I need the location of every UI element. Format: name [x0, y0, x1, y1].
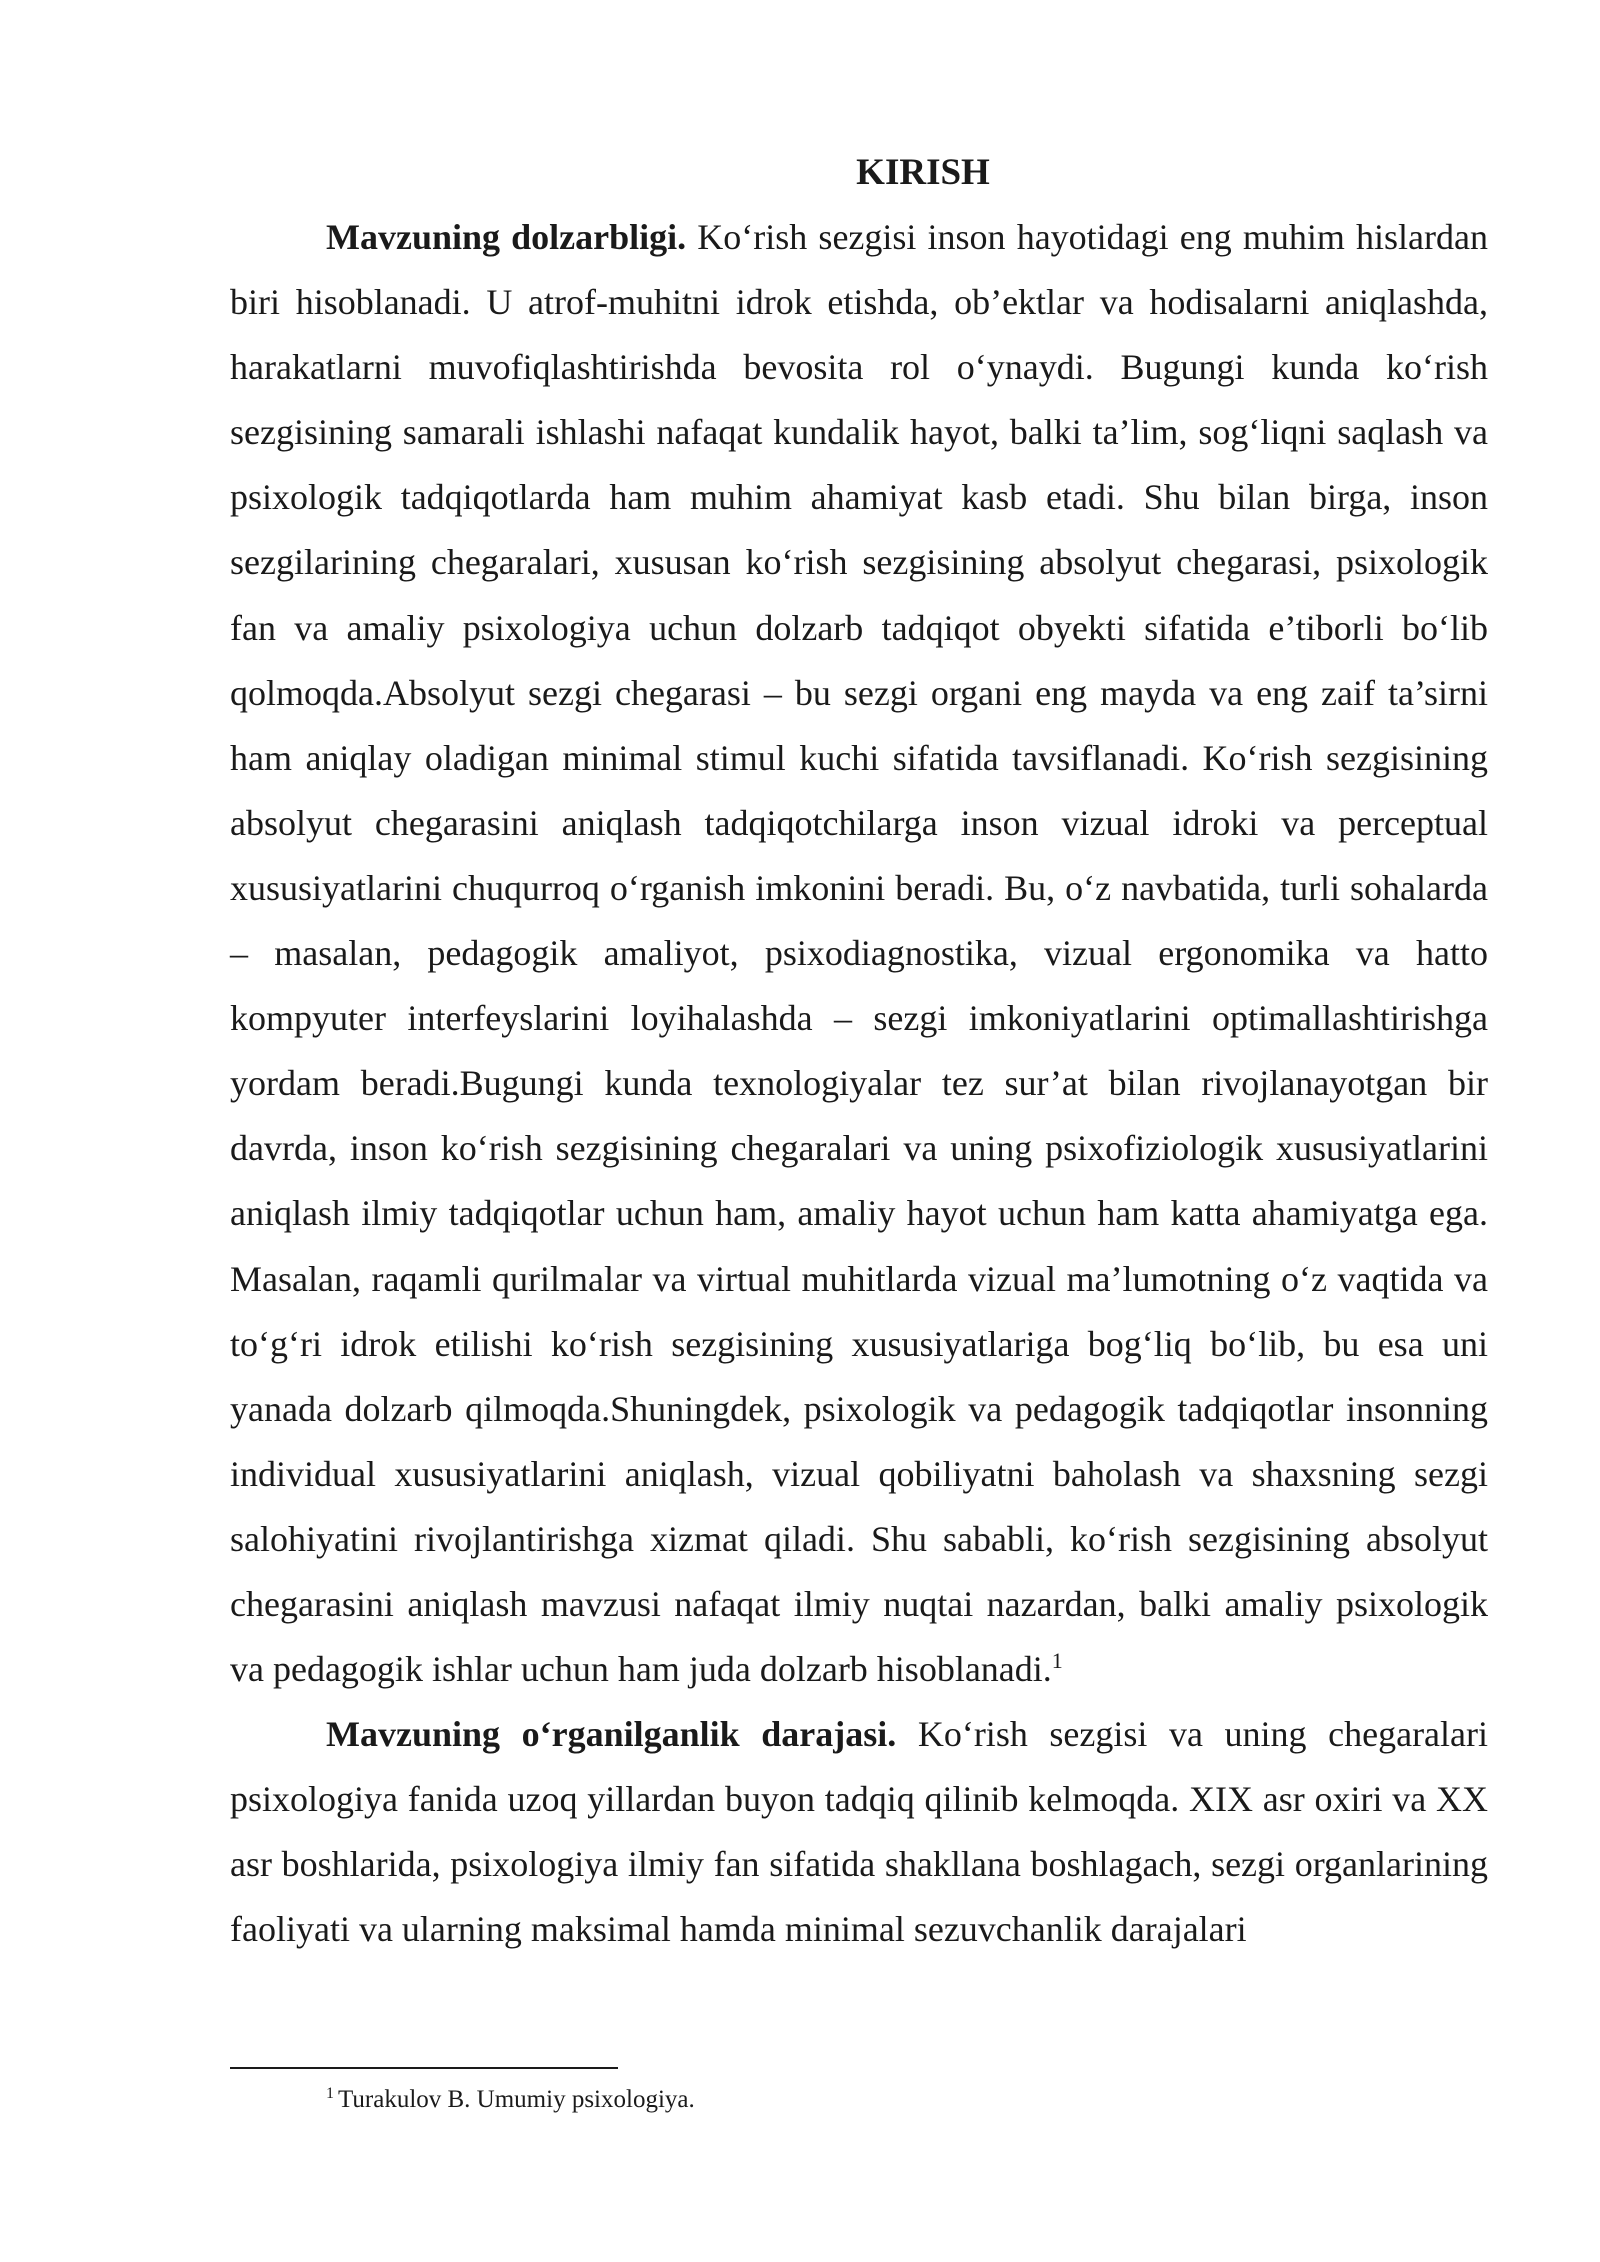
- paragraph-relevance: [230, 205, 1488, 1702]
- paragraph-lead: Mavzuning dolzarbligi.: [326, 217, 687, 257]
- paragraph-lead: Mavzuning o‘rganilganlik darajasi.: [326, 1714, 897, 1755]
- footnote-reference[interactable]: 1: [1051, 1648, 1063, 1674]
- paragraph-text: Ko‘rish sezgisi inson hayotidagi eng muhim hislardan biri hisoblanadi. U atrof-muhitni idrok etishda, ob’ektlar va hodisalarni aniqlashda, harakatlarni muvofiqlashtirishda bevosita rol o‘ynaydi. Bugungi kunda ko‘rish sezgisining samarali ishlashi nafaqat kundalik hayot, balki ta’lim, sog‘liqni saqlash va psixologik tadqiqotlarda ham muhim ahamiyat kasb etadi. Shu bilan birga, inson sezgilarining chegaralari, xususan ko‘rish sezgisining absolyut chegarasi, psixologik fan va amaliy psixologiya uchun dolzarb tadqiqot obyekti sifatida e’tiborli bo‘lib qolmoqda.Absolyut sezgi chegarasi – bu sezgi organi eng mayda va eng zaif ta’sirni ham aniqlay oladigan minimal stimul kuchi sifatida tavsiflanadi. Ko‘rish sezgisining absolyut chegarasini aniqlash tadqiqotchilarga inson vizual idroki va perceptual xususiyatlarini chuqurroq o‘rganish imkonini beradi. Bu, o‘z navbatida, turli sohalarda – masalan, pedagogik amaliyot, psixodiagnostika, vizual ergonomika va hatto kompyuter interfeyslarini loyihalashda – sezgi imkoniyatlarini optimallashtirishga yordam beradi.Bugungi kunda texnologiyalar tez sur’at bilan rivojlanayotgan bir davrda, inson ko‘rish sezgisining chegaralari va uning psixofiziologik xususiyatlarini aniqlash ilmiy tadqiqotlar uchun ham, amaliy hayot uchun ham katta ahamiyatga ega. Masalan, raqamli qurilmalar va virtual muhitlarda vizual ma’lumotning o‘z vaqtida va to‘g‘ri idrok etilishi ko‘rish sezgisining xususiyatlariga bog‘liq bo‘lib, bu esa uni yanada dolzarb qilmoqda.Shuningdek, psixologik va pedagogik tadqiqotlar insonning individual xususiyatlarini aniqlash, vizual qobiliyatni baholash va shaxsning sezgi salohiyatini rivojlantirishga xizmat qiladi. Shu sababli, ko‘rish sezgisining absolyut chegarasini aniqlash mavzusi nafaqat ilmiy nuqtai nazardan, balki amaliy psixologik va pedagogik ishlar uchun ham juda dolzarb hisoblanadi.: [230, 217, 1488, 1690]
- paragraph-text: Ko‘rish sezgisi va uning chegaralari psixologiya fanida uzoq yillardan buyon tadqiq qilinib kelmoqda. XIX asr oxiri va XX asr boshlarida, psixologiya ilmiy fan sifatida shakllana boshlagach, sezgi organlarining faoliyati va ularning maksimal hamda minimal sezuvchanlik darajalari: [230, 1714, 1489, 1950]
- footnote-separator: [230, 2067, 618, 2069]
- page-title: KIRISH: [856, 152, 990, 193]
- footnote-text: Turakulov B. Umumiy psixologiya.: [338, 2086, 695, 2113]
- footnote-mark: 1: [326, 2084, 334, 2102]
- footnote: [326, 2082, 695, 2118]
- document-body: [230, 140, 1488, 1963]
- paragraph-study-level: [230, 1702, 1488, 1962]
